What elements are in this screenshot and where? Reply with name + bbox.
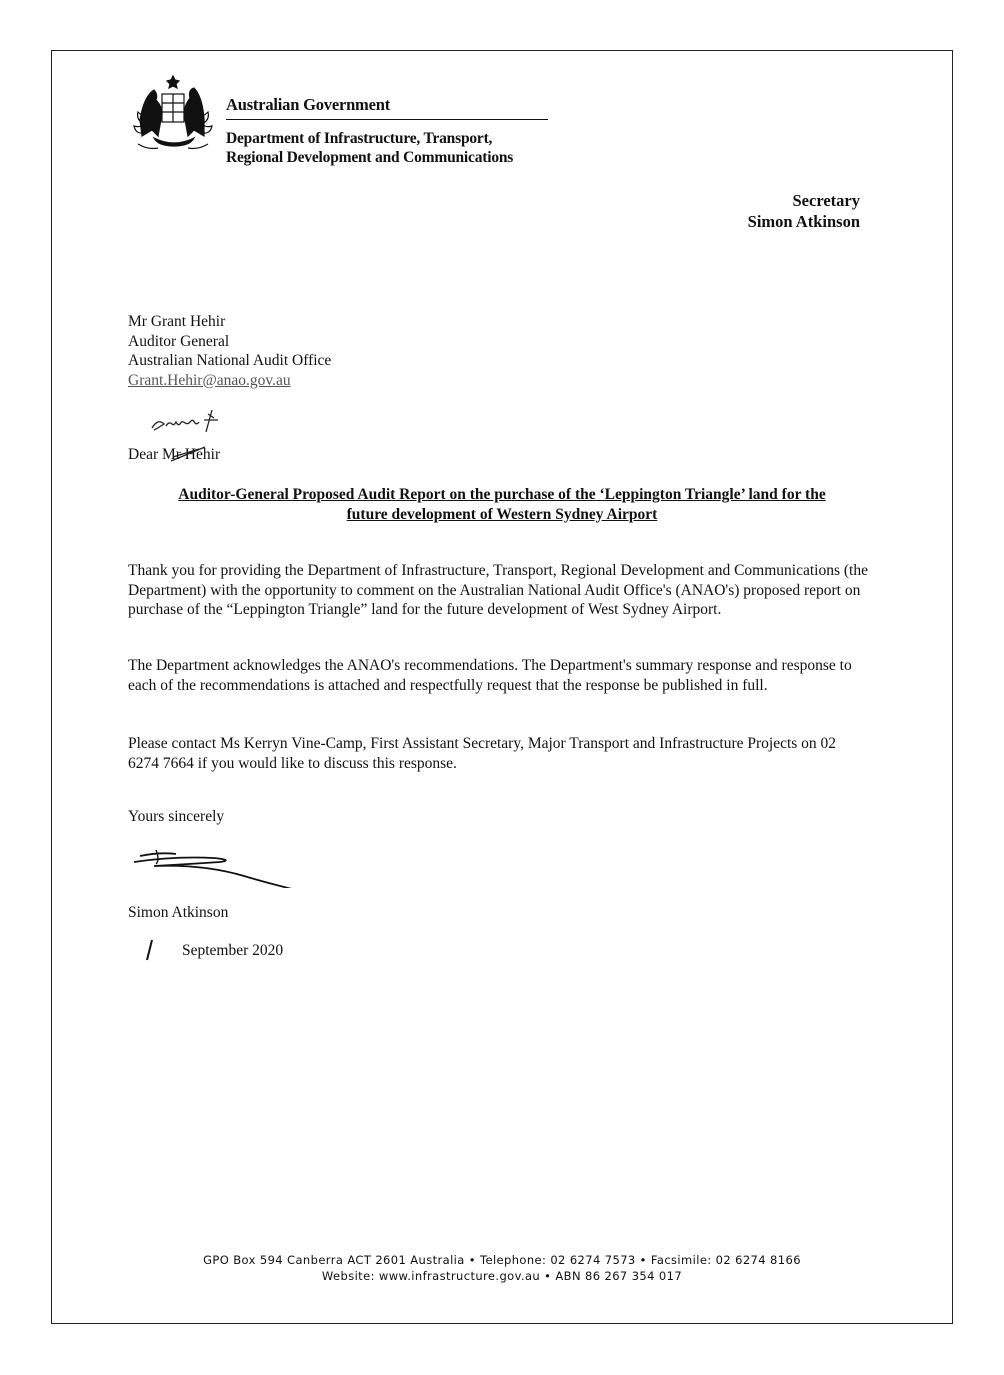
footer-contact [51, 1252, 953, 1284]
letter-date: September 2020 [182, 942, 284, 959]
signatory-name: Simon Atkinson [128, 904, 229, 921]
government-name: Australian Government [226, 95, 390, 114]
body-paragraph-2: The Department acknowledges the ANAO's recommendations. The Department's summary response and response to each of the recommendations is attached and respectfully request that the response be published in full. [128, 657, 852, 694]
handwritten-grant-signature [146, 408, 246, 436]
sender-block [748, 190, 860, 232]
footer-website-line: Website: www.infrastructure.gov.au • ABN 86 267 354 017 [321, 1269, 683, 1283]
department-name: Department of Infrastructure, Transport, Regional Development and Communications [226, 130, 514, 166]
sender-name: Simon Atkinson [747, 212, 860, 231]
body-paragraph-3: Please contact Ms Kerryn Vine-Camp, First Assistant Secretary, Major Transport and Infrastructure Projects on 02 6274 7664 if you would like to discuss this response. [128, 735, 837, 772]
body-paragraph-1: Thank you for providing the Department of Infrastructure, Transport, Regional Development and Communications (the Department) with the opportunity to comment on the Australian National Audit Office's (ANAO's) proposed report on purchase of the “Leppington Triangle” land for the future development of West Sydney Airport. [128, 562, 868, 618]
recipient-email-link[interactable]: Grant.Hehir@anao.gov.au [128, 371, 291, 389]
footer-address-line: GPO Box 594 Canberra ACT 2601 Australia • Telephone: 02 6274 7573 • Facsimile: 02 6274 8166 [203, 1253, 801, 1267]
handwritten-signature [128, 842, 303, 888]
handwritten-strikethrough [169, 443, 229, 465]
valediction: Yours sincerely [128, 808, 225, 825]
recipient-address [128, 312, 331, 390]
letterhead-divider [226, 119, 548, 120]
recipient-organisation: Australian National Audit Office [128, 352, 332, 369]
salutation: Dear Mr Hehir [128, 446, 221, 463]
recipient-name: Mr Grant Hehir [128, 313, 226, 330]
sender-title: Secretary [792, 191, 860, 210]
subject-line: Auditor-General Proposed Audit Report on the purchase of the ‘Leppington Triangle’ land for the future development of Western Sydney Airport [178, 486, 826, 523]
handwritten-day-mark [140, 938, 160, 962]
coat-of-arms-logo [128, 72, 218, 156]
recipient-position: Auditor General [128, 332, 230, 350]
